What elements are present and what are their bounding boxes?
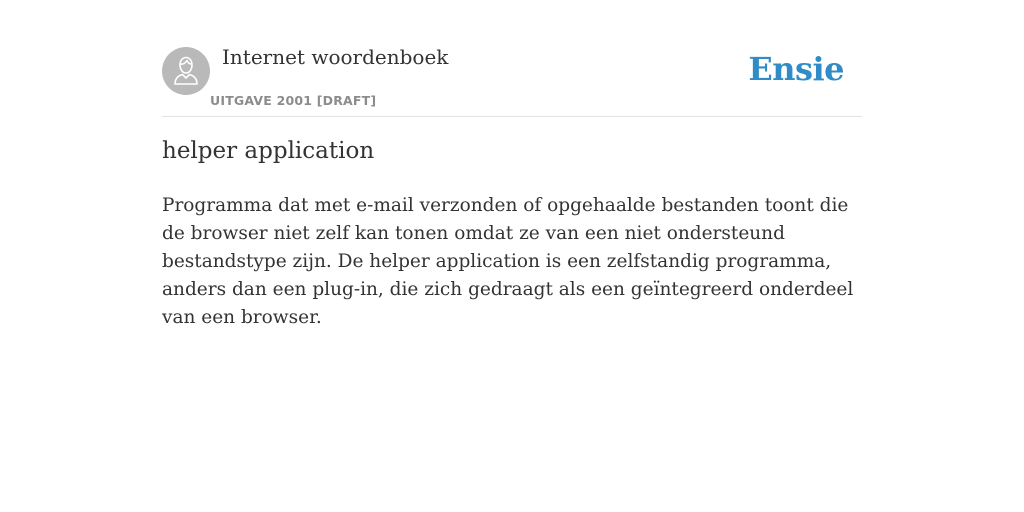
- ensie-logo[interactable]: Ensie: [748, 50, 844, 88]
- entry-header: [162, 40, 862, 117]
- entry-definition: Programma dat met e-mail verzonden of opgehaalde bestanden toont die de browser niet zelf kan tonen omdat ze van een niet ondersteund bestandstype zijn. De helper application is een zelfstandig programma, anders dan een plug-in, die zich gedraagt als een geïntegreerd onderdeel van een browser.: [162, 195, 854, 328]
- entry-term: helper application: [162, 138, 375, 164]
- user-avatar-icon[interactable]: [162, 47, 210, 95]
- dictionary-name[interactable]: Internet woordenboek: [222, 45, 449, 69]
- edition-label: UITGAVE 2001 [DRAFT]: [210, 93, 377, 108]
